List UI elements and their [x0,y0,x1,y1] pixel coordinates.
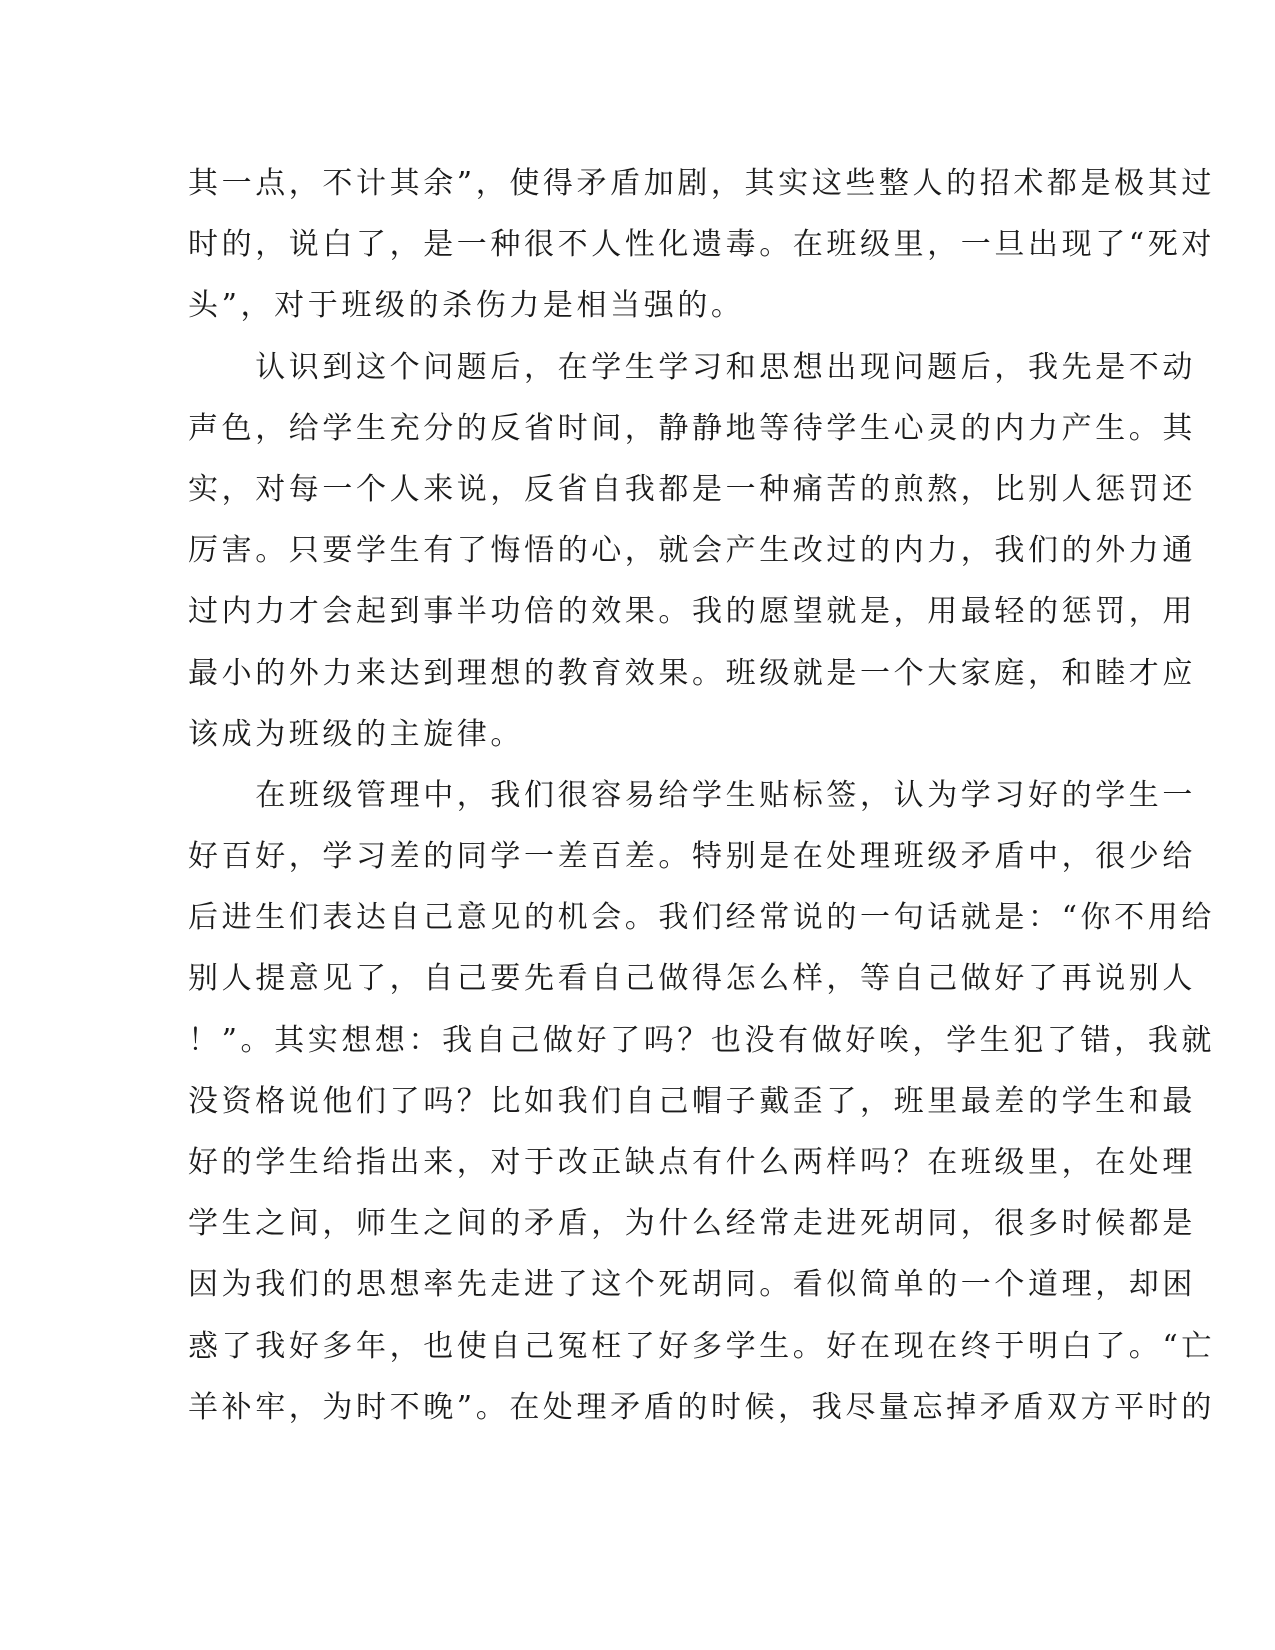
text-line: 在班级管理中，我们很容易给学生贴标签，认为学习好的学生一 [188,777,1196,813]
text-line: 时的，说白了，是一种很不人性化遗毒。在班级里，一旦出现了“死对 [188,227,1215,263]
text-line: 厉害。只要学生有了悔悟的心，就会产生改过的内力，我们的外力通 [188,533,1196,569]
text-line: 因为我们的思想率先走进了这个死胡同。看似简单的一个道理，却困 [188,1267,1196,1303]
text-line: 别人提意见了，自己要先看自己做得怎么样，等自己做好了再说别人 [188,961,1196,997]
text-line: 实，对每一个人来说，反省自我都是一种痛苦的煎熬，比别人惩罚还 [188,471,1196,507]
text-line: 其一点，不计其余”，使得矛盾加剧，其实这些整人的招术都是极其过 [188,166,1215,201]
text-line: 学生之间，师生之间的矛盾，为什么经常走进死胡同，很多时候都是 [188,1206,1196,1242]
text-line: 认识到这个问题后，在学生学习和思想出现问题后，我先是不动 [188,349,1196,385]
text-line: 最小的外力来达到理想的教育效果。班级就是一个大家庭，和睦才应 [188,655,1196,691]
text-line: 后进生们表达自己意见的机会。我们经常说的一句话就是：“你不用给 [188,900,1215,936]
text-line: 头”，对于班级的杀伤力是相当强的。 [188,288,745,324]
text-line: 羊补牢，为时不晚”。在处理矛盾的时候，我尽量忘掉矛盾双方平时的 [188,1389,1215,1425]
text-line: 该成为班级的主旋律。 [188,716,524,752]
text-line: ！”。其实想想：我自己做好了吗？也没有做好唉，学生犯了错，我就 [188,1022,1215,1058]
text-line: 惑了我好多年，也使自己冤枉了好多学生。好在现在终于明白了。“亡 [188,1328,1215,1364]
body-text [188,153,1215,1438]
text-line: 好百好，学习差的同学一差百差。特别是在处理班级矛盾中，很少给 [188,839,1196,875]
text-line: 声色，给学生充分的反省时间，静静地等待学生心灵的内力产生。其 [188,410,1196,446]
text-line: 好的学生给指出来，对于改正缺点有什么两样吗？在班级里，在处理 [188,1145,1196,1180]
text-line: 过内力才会起到事半功倍的效果。我的愿望就是，用最轻的惩罚，用 [188,594,1196,630]
text-line: 没资格说他们了吗？比如我们自己帽子戴歪了，班里最差的学生和最 [188,1083,1196,1119]
